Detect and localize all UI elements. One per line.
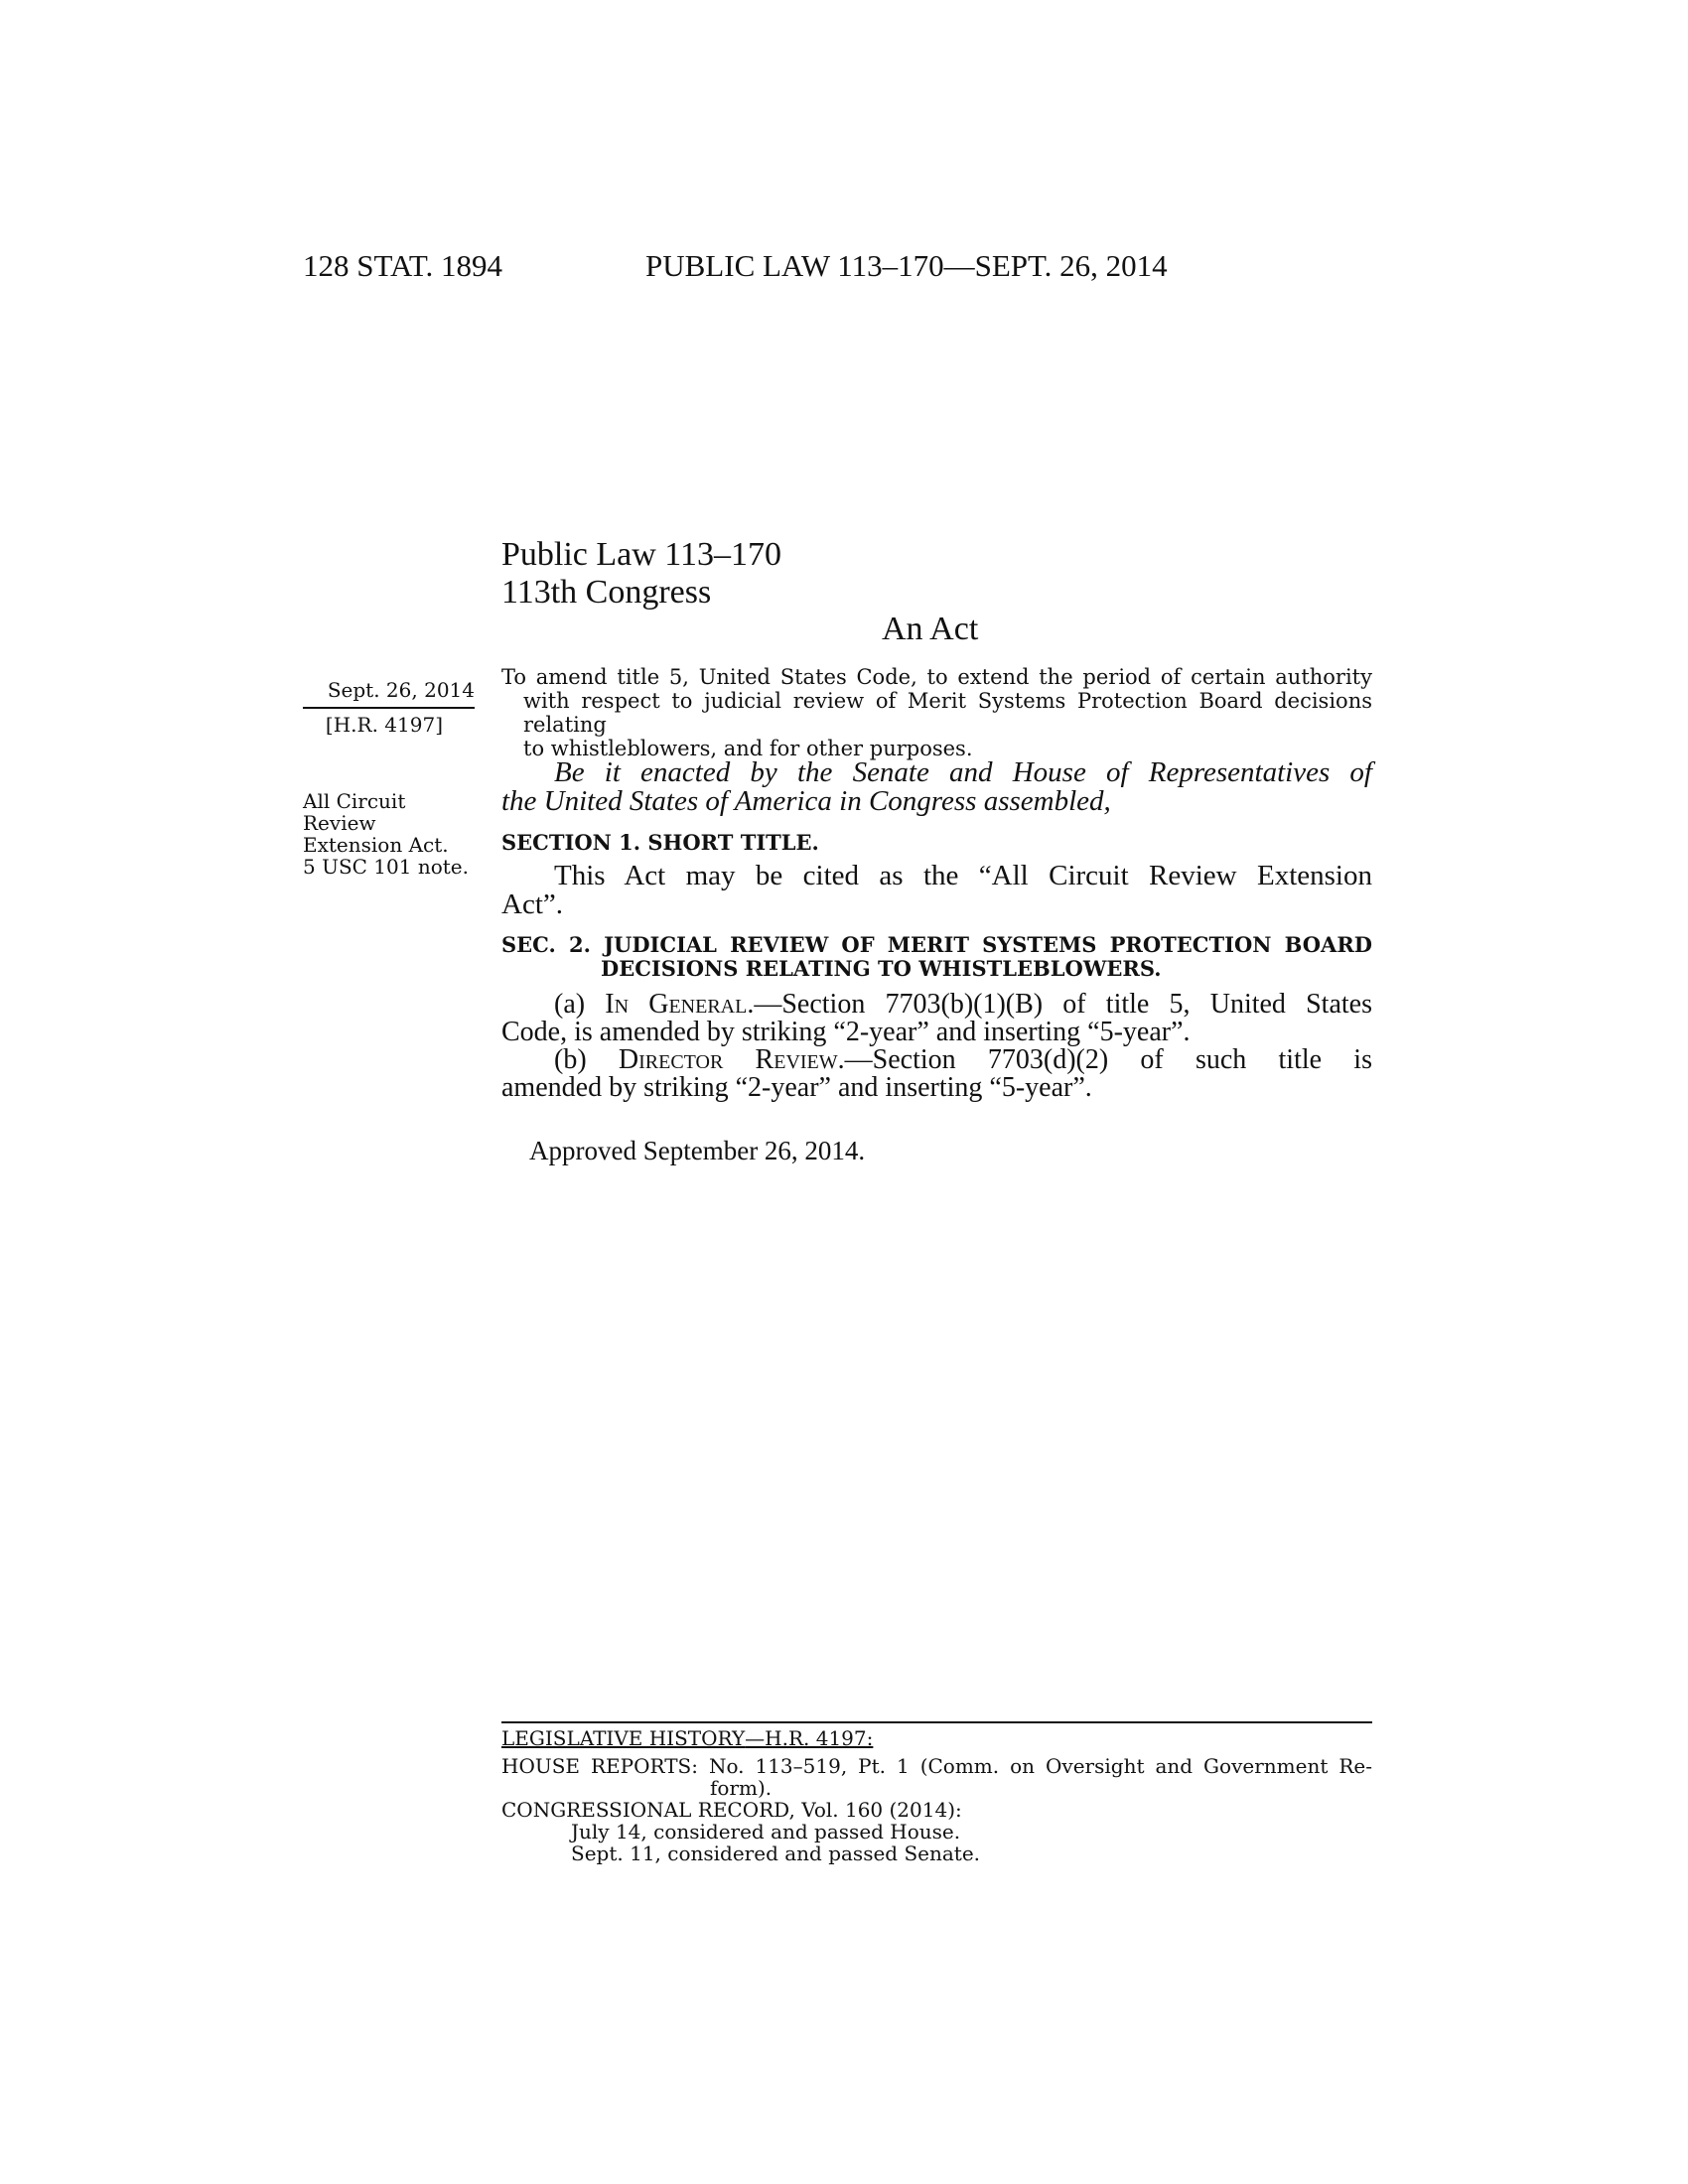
section-2-heading-line: DECISIONS RELATING TO WHISTLEBLOWERS. xyxy=(601,956,1162,981)
subsection-a-text: —Section 7703(b)(1)(B) of title 5, United States xyxy=(754,989,1372,1020)
an-act-heading: An Act xyxy=(882,611,979,647)
history-heading-label: LEGISLATIVE HISTORY xyxy=(501,1726,746,1750)
house-reports-line: HOUSE REPORTS: No. 113–519, Pt. 1 (Comm. on Oversight and Government Re- xyxy=(501,1754,1372,1778)
house-reports-cont: form). xyxy=(710,1776,773,1800)
purpose-line: to whistleblowers, and for other purposes. xyxy=(523,737,973,760)
congress-label: 113th Congress xyxy=(501,574,712,611)
page-number: 128 STAT. 1894 xyxy=(303,248,503,283)
subsection-a xyxy=(501,991,1372,1046)
enacting-line: the United States of America in Congress assembled, xyxy=(501,785,1111,817)
margin-note-line: Extension Act. xyxy=(303,833,449,857)
enacting-line: Be it enacted by the Senate and House of Representatives of xyxy=(554,756,1372,788)
history-rule xyxy=(501,1721,1372,1723)
subsection-b-text: —Section 7703(d)(2) of such title is xyxy=(844,1044,1372,1075)
margin-bill-note: [H.R. 4197] xyxy=(325,713,443,737)
section-2-heading-line: SEC. 2. JUDICIAL REVIEW OF MERIT SYSTEMS PROTECTION BOARD xyxy=(501,932,1372,957)
public-law-title: Public Law 113–170 xyxy=(501,536,782,573)
subsection-b-line2: amended by striking “2-year” and inserting “5-year”. xyxy=(501,1072,1092,1103)
subsection-a-line1 xyxy=(501,991,1372,1019)
enacting-clause xyxy=(501,758,1372,816)
margin-rule xyxy=(303,707,475,709)
history-heading-bill: —H.R. 4197: xyxy=(745,1726,874,1750)
margin-date-note: Sept. 26, 2014 xyxy=(327,678,475,702)
section-1-heading: SECTION 1. SHORT TITLE. xyxy=(501,830,819,855)
margin-note-line: Review xyxy=(303,811,376,835)
purpose-line: with respect to judicial review of Merit Systems Protection Board decisions relating xyxy=(523,689,1372,737)
cong-record-line: CONGRESSIONAL RECORD, Vol. 160 (2014): xyxy=(501,1798,962,1822)
approval-line: Approved September 26, 2014. xyxy=(529,1136,866,1165)
purpose-clause xyxy=(501,665,1372,760)
margin-short-title-note xyxy=(303,790,469,878)
subsection-b xyxy=(501,1046,1372,1102)
margin-note-line: 5 USC 101 note. xyxy=(303,855,469,879)
subsection-a-caption: In General. xyxy=(605,989,755,1020)
purpose-line: To amend title 5, United States Code, to extend the period of certain authority xyxy=(501,665,1372,689)
subsection-b-prefix: (b) xyxy=(554,1044,619,1075)
history-heading xyxy=(501,1727,1372,1749)
section-1-line: Act”. xyxy=(501,888,563,920)
legislative-history xyxy=(501,1727,1372,1864)
section-1-body xyxy=(501,862,1372,919)
history-date: Sept. 11, considered and passed Senate. xyxy=(571,1842,981,1865)
subsection-b-line1 xyxy=(501,1046,1372,1074)
subsection-b-caption: Director Review. xyxy=(618,1044,845,1075)
history-date: July 14, considered and passed House. xyxy=(571,1820,961,1843)
margin-note-line: All Circuit xyxy=(303,789,406,813)
section-2-heading xyxy=(501,933,1372,981)
section-1-line: This Act may be cited as the “All Circuit Review Extension xyxy=(554,860,1372,891)
running-head: PUBLIC LAW 113–170—SEPT. 26, 2014 xyxy=(645,248,1168,283)
subsection-a-prefix: (a) xyxy=(554,989,606,1020)
subsection-a-line2: Code, is amended by striking “2-year” and inserting “5-year”. xyxy=(501,1017,1191,1047)
